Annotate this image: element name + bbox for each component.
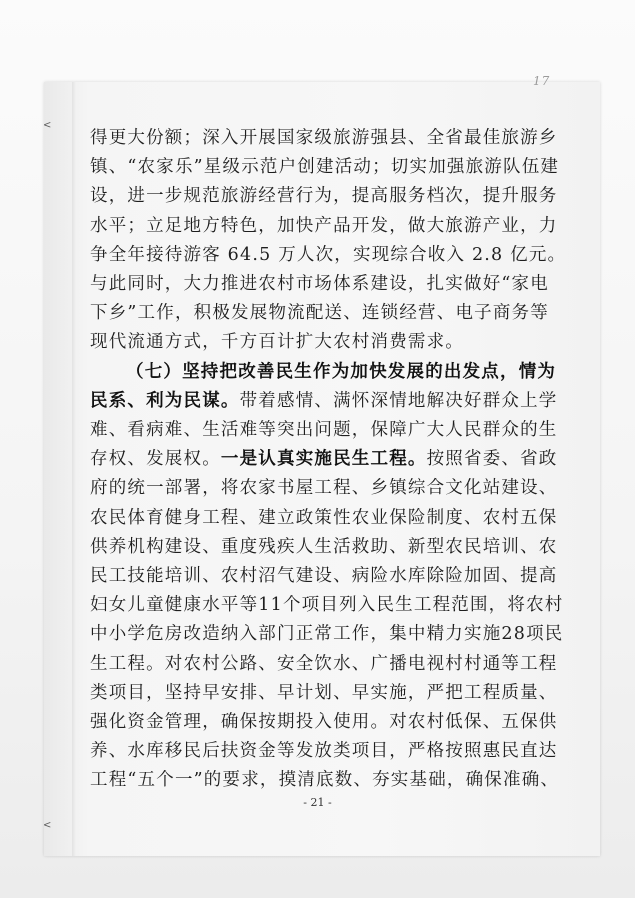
bold-text-segment: 一是认真实施民生工程。 [220,449,427,470]
text-segment: 带着感情、满怀深情地解决好群众上学 [239,390,558,411]
text-line [90,678,558,708]
text-segment: 农民体育健身工程、建立政策性农业保险制度、农村五保 [90,507,558,528]
text-line [90,211,558,241]
text-line [126,357,556,387]
text-segment: 工程“五个一”的要求，摸清底数、夯实基础，确保准确、 [90,770,560,791]
text-line [90,649,558,679]
text-segment: 按照省委、省政 [426,449,558,470]
text-line [90,473,558,503]
margin-tick-mark: < [43,820,52,831]
text-segment: 养、水库移民后扶资金等发放类项目，严格按照惠民直达 [90,741,558,762]
text-line [90,181,558,211]
text-segment: 设，进一步规范旅游经营行为，提高服务档次，提升服务 [90,186,558,207]
text-segment: 中小学危房改造纳入部门正常工作，集中精力实施28项民 [90,624,564,645]
text-line [90,240,566,270]
text-line [90,619,563,649]
text-line [90,152,559,182]
text-segment: 府的统一部署，将农家书屋工程、乡镇综合文化站建设、 [90,478,558,499]
text-segment: 得更大份额；深入开展国家级旅游强县、全省最佳旅游乡 [90,128,558,148]
text-segment: 妇女儿童健康水平等11个项目列入民生工程范围，将农村 [90,595,564,616]
text-segment: 水平；立足地方特色，加快产品开发，做大旅游产业，力 [90,215,558,236]
text-line [90,736,558,766]
handwritten-corner-mark: 17 [533,74,551,88]
text-line [90,765,559,795]
text-segment: 镇、“农家乐”星级示范户创建活动；切实加强旅游队伍建 [90,157,560,178]
bold-text-segment: 民系、利为民谋。 [90,390,240,411]
text-segment: 下乡”工作，积极发展物流配送、连锁经营、电子商务等 [90,303,549,324]
margin-tick-mark: < [43,120,52,131]
text-line [90,386,558,416]
text-line [90,503,558,533]
text-line [90,123,558,153]
text-line [90,415,558,445]
text-segment: 现代流通方式，千方百计扩大农村消费需求。 [90,332,464,353]
text-segment: 类项目，坚持早安排、早计划、早实施，严把工程质量、 [90,682,558,703]
text-line [90,707,558,737]
text-line [90,269,549,299]
text-segment: 与此同时，大力推进农村市场体系建设，扎实做好“家电 [90,274,549,294]
page-number: - 21 - [303,796,332,809]
bold-text-segment: （七）坚持把改善民生作为加快发展的出发点，情为 [126,361,557,382]
text-segment: 存权、发展权。 [90,449,221,470]
text-line [90,327,464,357]
text-line [90,532,558,562]
text-segment: 生工程。对农村公路、安全饮水、广播电视村村通等工程 [90,653,558,674]
text-line [90,561,558,591]
text-line [90,590,563,620]
binding-shadow [72,82,76,856]
text-segment: 供养机构建设、重度残疾人生活救助、新型农民培训、农 [90,536,558,557]
text-segment: 争全年接待游客 64.5 万人次，实现综合收入 2.8 亿元。 [90,244,567,265]
text-line [90,298,549,328]
text-segment: 难、看病难、生活难等突出问题，保障广大人民群众的生 [90,420,558,440]
text-line [90,444,558,474]
text-segment: 民工技能培训、农村沼气建设、病险水库除险加固、提高 [90,566,558,586]
text-segment: 强化资金管理，确保按期投入使用。对农村低保、五保供 [90,712,558,732]
